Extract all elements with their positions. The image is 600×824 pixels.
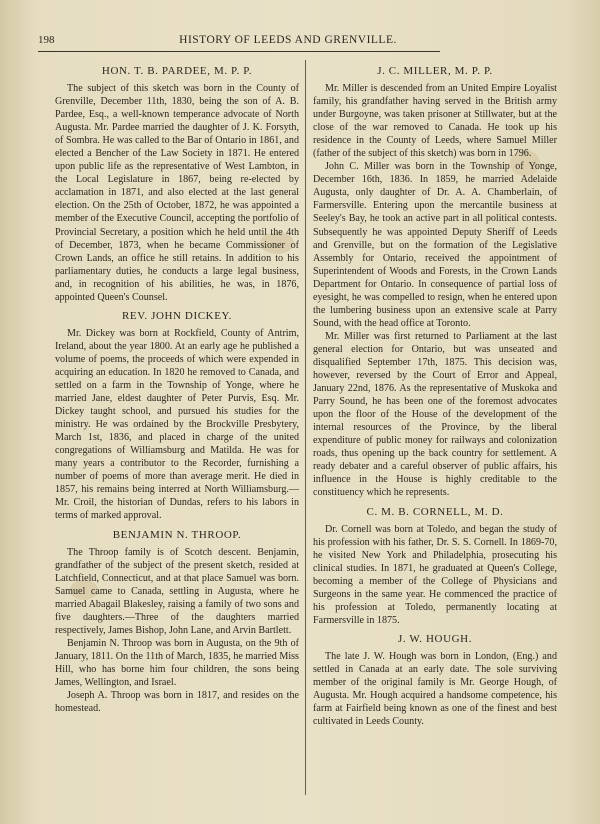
right-column	[313, 64, 557, 728]
section-heading: REV. JOHN DICKEY.	[121, 309, 233, 322]
section-heading: BENJAMIN N. THROOP.	[112, 528, 242, 541]
section-cornell	[313, 505, 557, 627]
paragraph: John C. Miller was born in the Township of Yonge, December 16th, 1836. In 1859, he married Adelaide Augusta, only daughter of Dr. A. A. Chamberlain, of Farmersville. Entering upon the mercantile business at Seeley's Bay, he took an active part in all political contests. Subsequently he was appointed Deputy Sheriff of Leeds and Grenville, but on the formation of the Legislative Assembly for Ontario, received the appointment of Superintendent of Woods and Forests, in the Crown Lands Department for Ontario. In consequence of partial loss of eyesight, he was compelled to resign, when he entered upon the lumbering business upon an extensive scale at Parry Sound, with the head office at Toronto.	[313, 161, 557, 329]
page-number: 198	[38, 34, 55, 46]
paragraph: Mr. Dickey was born at Rockfield, County of Antrim, Ireland, about the year 1800. At an early age he published a volume of poems, the proceeds of which were expended in acquiring an education. In 1820 he removed to Canada, and settled on a farm in the Township of Yonge, where he married Jane, eldest daughter of Peter Purvis, Esq. Mr. Dickey taught school, and pursued his studies for the ministry. He was ordained by the Brockville Presbytery, March 1st, 1836, and placed in charge of the united congregations of Williamsburg and Matilda. He was for many years a contributor to the Recorder, furnishing a number of poems of more than average merit. He died in 1857, his remains being interred at North Williamsburg.—Mr. Croil, the historian of Dundas, refers to his labors in terms of marked approval.	[55, 327, 299, 522]
left-column	[55, 64, 299, 715]
column-divider	[305, 60, 306, 795]
page-header	[38, 34, 440, 50]
section-heading: C. M. B. CORNELL, M. D.	[366, 505, 504, 518]
paragraph: Benjamin N. Throop was born in Augusta, on the 9th of January, 1811. On the 11th of March, 1835, he married Miss Hill, who has borne him four children, the sons being James, Wellington, and Israel.	[55, 637, 299, 688]
paragraph: The late J. W. Hough was born in London, (Eng.) and settled in Canada at an early date. The sole surviving member of the original family is Mr. George Hough, of Augusta. Mr. Hough acquired a handsome competence, his farm at Fairfield being known as one of the finest and best cultivated in Leeds County.	[313, 650, 557, 728]
section-miller	[313, 64, 557, 500]
running-title: HISTORY OF LEEDS AND GRENVILLE.	[179, 34, 397, 46]
paragraph: The Throop family is of Scotch descent. Benjamin, grandfather of the subject of the present sketch, resided at Latchfield, Connecticut, and at that place Samuel was born. Samuel came to Canada, settling in Augusta, where he married Abagail Blakesley, raising a family of two sons and five daughters.—Three of the daughters married respectively, James Bishop, John Lane, and Arvin Bartlett.	[55, 546, 299, 636]
section-heading: J. C. MILLER, M. P. P.	[377, 65, 493, 77]
paragraph: Dr. Cornell was born at Toledo, and began the study of his profession with his father, Dr. S. S. Cornell. In 1869-70, he visited New York and Philadelphia, prosecuting his clinical studies. In 1871, he graduated at Queen's College, becoming a member of the College of Physicians and Surgeons in the same year. He commenced the practice of his profession at Toledo, permanently locating at Farmersville in 1875.	[313, 523, 557, 626]
paragraph: The subject of this sketch was born in the County of Grenville, December 11th, 1830, being the son of A. B. Pardee, Esq., a well-known temperance advocate of North Augusta. Mr. Pardee married the daughter of J. K. Forsyth, of Sombra. He was called to the Bar of Ontario in 1861, and elected a Bencher of the Law Society in 1871. He entered upon public life as the representative of West Lambton, in the Local Legislature in 1867, being re-elected by acclamation in 1871, and also elected at the last general election. On the 25th of October, 1872, he was appointed a member of the Executive Council, accepting the portfolio of Provincial Secretary, a position which he held until the 4th of December, 1873, when he became Commissioner of Crown Lands, an office he still retains. In addition to his parliamentary duties, he conducts a large legal business, and, in recognition of his abilities, he was, in 1876, appointed Queen's Counsel.	[55, 83, 299, 303]
paragraph: Mr. Miller was first returned to Parliament at the last general election for Ontario, but was unseated and disqualified September 17th, 1875. This decision was, however, reversed by the Court of Error and Appeal, January 22nd, 1876. As the representative of Muskoka and Parry Sound, he has been one of the foremost advocates upon the floor of the House of the development of the internal resources of the Province, by the liberal expenditure of public money for railways and colonization roads, thus opening up the back country for settlement. A ready debater and a careful observer of public affairs, his influence in the House is highly creditable to the constituency which he represents.	[313, 330, 557, 499]
section-pardee	[55, 64, 299, 304]
header-rule	[38, 51, 440, 52]
paragraph: Joseph A. Throop was born in 1817, and resides on the homestead.	[55, 690, 299, 715]
section-hough	[313, 632, 557, 728]
section-heading: HON. T. B. PARDEE, M. P. P.	[101, 65, 253, 77]
section-dickey	[55, 309, 299, 523]
section-heading: J. W. HOUGH.	[397, 632, 473, 645]
paragraph: Mr. Miller is descended from an United Empire Loyalist family, his grandfather having served in the British army under Burgoyne, was taken prisoner at Stillwater, but at the close of the war removed to Canada. He took up his residence in the County of Leeds, where Samuel Miller (father of the subject of this sketch) was born in 1796.	[313, 83, 557, 160]
section-throop	[55, 528, 299, 716]
